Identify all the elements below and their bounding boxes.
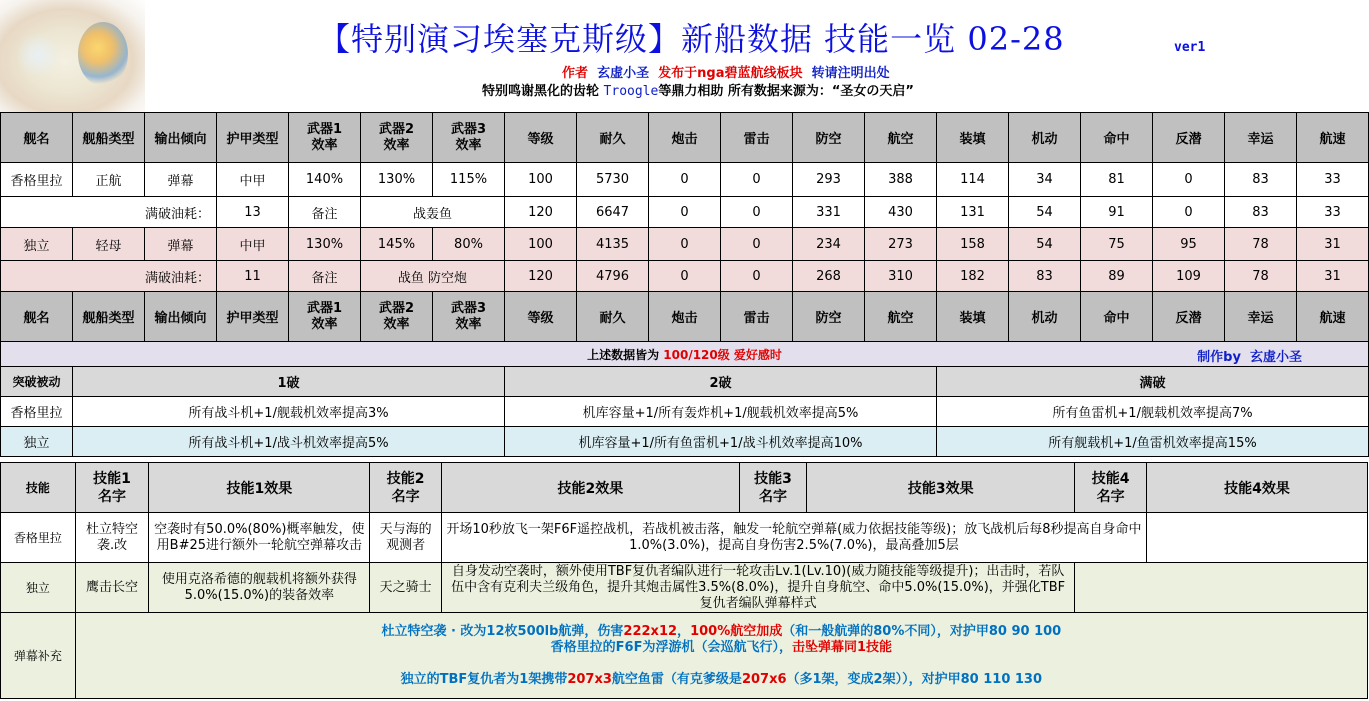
note-value: 战轰鱼 [361,197,505,228]
col-header: 雷击 [721,292,793,342]
ship-armor: 中甲 [217,228,289,261]
skill1-effect: 使用克洛希德的舰载机将额外获得5.0%(15.0%)的装备效率 [149,563,370,613]
stat-cell: 293 [793,163,865,197]
stat-cell: 78 [1225,261,1297,292]
stat-cell: 0 [1153,163,1225,197]
col-header: 1破 [73,367,505,397]
stat-note-value: 100/120级 爱好感时 [663,347,782,362]
ship-name: 独立 [1,427,73,457]
col-header: 护甲类型 [217,113,289,163]
note-label: 备注 [289,261,361,292]
lb3-text: 所有舰载机+1/鱼雷机效率提高15% [937,427,1369,457]
stat-cell: 109 [1153,261,1225,292]
ship-name: 独立 [1,228,73,261]
stat-cell: 0 [721,261,793,292]
publish-text: 发布于nga碧蓝航线板块 [658,66,803,81]
col-header: 2破 [505,367,937,397]
stat-cell: 91 [1081,197,1153,228]
skill4-effect [1146,513,1367,563]
logo [0,0,145,112]
table-row [1,397,1369,427]
barrage-line-1: 杜立特空袭 · 改为12枚500lb航弹，伤害222x12，100%航空加成（和一般航弹的80%不同），对护甲80 90 100 [381,623,1062,639]
col-header: 输出倾向 [145,113,217,163]
stat-cell: 4135 [577,228,649,261]
stat-note-pre: 上述数据皆为 [587,347,660,362]
weapon2-eff: 130% [361,163,433,197]
stat-cell: 120 [505,261,577,292]
col-header: 技能2 名字 [370,463,442,513]
data-table [0,112,1369,457]
stat-cell: 0 [721,163,793,197]
stat-cell: 6647 [577,197,649,228]
ship-armor: 中甲 [217,163,289,197]
col-header: 炮击 [649,113,721,163]
skill1-name: 鹰击长空 [75,563,149,613]
stat-cell: 158 [937,228,1009,261]
col-header: 满破 [937,367,1369,397]
stat-cell: 95 [1153,228,1225,261]
stat-cell: 0 [721,228,793,261]
limit-break-header [1,367,1369,397]
col-header: 炮击 [649,292,721,342]
stat-header-row [1,292,1369,342]
stat-cell: 0 [649,163,721,197]
col-header: 技能4 名字 [1075,463,1147,513]
barrage-line-3: 独立的TBF复仇者为1架携带207x3航空鱼雷（有克爹级是207x6（多1架，变成2架）），对护甲80 110 130 [400,671,1043,687]
stat-cell: 0 [649,261,721,292]
ship-name: 独立 [1,563,76,613]
stat-cell: 4796 [577,261,649,292]
col-header: 技能1效果 [149,463,370,513]
ship-tendency: 弹幕 [145,228,217,261]
barrage-label: 弹幕补充 [1,613,76,699]
skill-table [0,462,1368,699]
table-row [1,261,1369,292]
stat-cell: 114 [937,163,1009,197]
stat-cell: 34 [1009,163,1081,197]
table-row [1,163,1369,197]
table-row [1,197,1369,228]
col-header: 防空 [793,292,865,342]
oil-value: 11 [217,261,289,292]
stat-cell: 33 [1297,163,1369,197]
stat-cell: 83 [1009,261,1081,292]
barrage-row [1,613,1368,699]
stat-cell: 0 [1153,197,1225,228]
col-header: 雷击 [721,113,793,163]
stat-cell: 273 [865,228,937,261]
col-header: 武器1 效率 [289,113,361,163]
stat-cell: 31 [1297,261,1369,292]
stat-cell: 75 [1081,228,1153,261]
skill1-effect: 空袭时有50.0%(80%)概率触发，使用B#25进行额外一轮航空弹幕攻击 [149,513,370,563]
col-header: 命中 [1081,113,1153,163]
col-header: 技能 [1,463,76,513]
ship-tendency: 弹幕 [145,163,217,197]
col-header: 防空 [793,113,865,163]
col-header: 机动 [1009,113,1081,163]
stat-cell: 81 [1081,163,1153,197]
lb2-text: 机库容量+1/所有鱼雷机+1/战斗机效率提高10% [505,427,937,457]
thanks-name: Troogle [603,84,659,99]
col-header: 舰船类型 [73,113,145,163]
barrage-note [75,613,1367,699]
stat-note-row [1,342,1369,367]
stat-cell: 0 [649,197,721,228]
skill4-effect [1075,563,1368,613]
col-header: 等级 [505,292,577,342]
ship-name: 香格里拉 [1,513,76,563]
ship-type: 正航 [73,163,145,197]
oil-label: 满破油耗： [1,261,217,292]
col-header: 反潜 [1153,292,1225,342]
col-header: 耐久 [577,113,649,163]
col-header: 武器2 效率 [361,113,433,163]
stat-cell: 83 [1225,163,1297,197]
col-header: 技能4效果 [1146,463,1367,513]
table-row [1,427,1369,457]
col-header: 航速 [1297,292,1369,342]
col-header: 武器3 效率 [433,113,505,163]
skill2-name: 天与海的观测者 [370,513,442,563]
col-header: 航速 [1297,113,1369,163]
oil-value: 13 [217,197,289,228]
stat-cell: 83 [1225,197,1297,228]
oil-label: 满破油耗： [1,197,217,228]
col-header: 技能3 名字 [739,463,807,513]
ship-type: 轻母 [73,228,145,261]
col-header: 航空 [865,292,937,342]
thanks-line [482,80,914,99]
table-row [1,228,1369,261]
col-header: 航空 [865,113,937,163]
barrage-line-2: 香格里拉的F6F为浮游机（会巡航飞行），击坠弹幕同1技能 [550,639,893,655]
note-label: 备注 [289,197,361,228]
stat-cell: 0 [721,197,793,228]
lb2-text: 机库容量+1/所有轰炸机+1/舰载机效率提高5% [505,397,937,427]
col-header: 武器3 效率 [433,292,505,342]
col-header: 耐久 [577,292,649,342]
col-header: 舰船类型 [73,292,145,342]
stat-cell: 31 [1297,228,1369,261]
stat-cell: 310 [865,261,937,292]
skill1-name: 杜立特空袭.改 [75,513,149,563]
col-header: 技能3效果 [807,463,1075,513]
stat-header-row [1,113,1369,163]
col-header: 机动 [1009,292,1081,342]
thanks-pre: 特别鸣谢黑化的齿轮 [482,84,600,99]
col-header: 反潜 [1153,113,1225,163]
stat-note [1,342,1369,367]
repost-text: 转请注明出处 [811,66,890,81]
col-header: 舰名 [1,292,73,342]
col-header: 突破被动 [1,367,73,397]
lb3-text: 所有鱼雷机+1/舰载机效率提高7% [937,397,1369,427]
col-header: 输出倾向 [145,292,217,342]
stat-cell: 78 [1225,228,1297,261]
stat-cell: 54 [1009,228,1081,261]
stat-cell: 268 [793,261,865,292]
lb1-text: 所有战斗机+1/舰载机效率提高3% [73,397,505,427]
note-value: 战鱼 防空炮 [361,261,505,292]
skill2-effect: 开场10秒放飞一架F6F遥控战机，若战机被击落，触发一轮航空弹幕(威力依据技能等级)；放飞战机后每8秒提高自身命中1.0%(3.0%)，提高自身伤害2.5%(7.0%)，最高叠加5层 [441,513,1146,563]
author-label: 作者 [562,66,589,81]
col-header: 装填 [937,292,1009,342]
skill-header-row [1,463,1368,513]
stat-cell: 0 [649,228,721,261]
table-row [1,513,1368,563]
weapon1-eff: 130% [289,228,361,261]
lb1-text: 所有战斗机+1/战斗机效率提高5% [73,427,505,457]
col-header: 命中 [1081,292,1153,342]
col-header: 装填 [937,113,1009,163]
weapon2-eff: 145% [361,228,433,261]
col-header: 技能2效果 [441,463,739,513]
col-header: 幸运 [1225,292,1297,342]
maker-credit: 制作by 玄虚小圣 [1197,350,1302,365]
col-header: 武器1 效率 [289,292,361,342]
col-header: 武器2 效率 [361,292,433,342]
stat-cell: 388 [865,163,937,197]
version-label: ver1 [1174,40,1206,55]
skill2-name: 天之骑士 [370,563,442,613]
weapon1-eff: 140% [289,163,361,197]
stat-cell: 54 [1009,197,1081,228]
stat-cell: 131 [937,197,1009,228]
col-header: 护甲类型 [217,292,289,342]
col-header: 等级 [505,113,577,163]
stat-cell: 234 [793,228,865,261]
stat-cell: 100 [505,228,577,261]
ship-name: 香格里拉 [1,163,73,197]
author-name: 玄虚小圣 [597,66,650,81]
weapon3-eff: 115% [433,163,505,197]
weapon3-eff: 80% [433,228,505,261]
stat-cell: 33 [1297,197,1369,228]
stat-cell: 89 [1081,261,1153,292]
col-header: 技能1 名字 [75,463,149,513]
page-title: 【特别演习埃塞克斯级】新船数据 技能一览 02-28 [318,20,1065,58]
thanks-post: 等鼎力相助 所有数据来源为：“圣女の天启” [658,84,914,99]
stat-cell: 430 [865,197,937,228]
skill2-effect: 自身发动空袭时，额外使用TBF复仇者编队进行一轮攻击Lv.1(Lv.10)(威力随技能等级提升)；出击时，若队伍中含有克利夫兰级角色，提升其炮击属性3.5%(8.0%)，提升自身航空、命中5.0%(15.0%)，并强化TBF复仇者编队弹幕样式 [441,563,1074,613]
ship-name: 香格里拉 [1,397,73,427]
table-row [1,563,1368,613]
stat-cell: 100 [505,163,577,197]
stat-cell: 120 [505,197,577,228]
stat-cell: 182 [937,261,1009,292]
author-line [562,62,890,81]
col-header: 舰名 [1,113,73,163]
stat-cell: 331 [793,197,865,228]
col-header: 幸运 [1225,113,1297,163]
stat-cell: 5730 [577,163,649,197]
